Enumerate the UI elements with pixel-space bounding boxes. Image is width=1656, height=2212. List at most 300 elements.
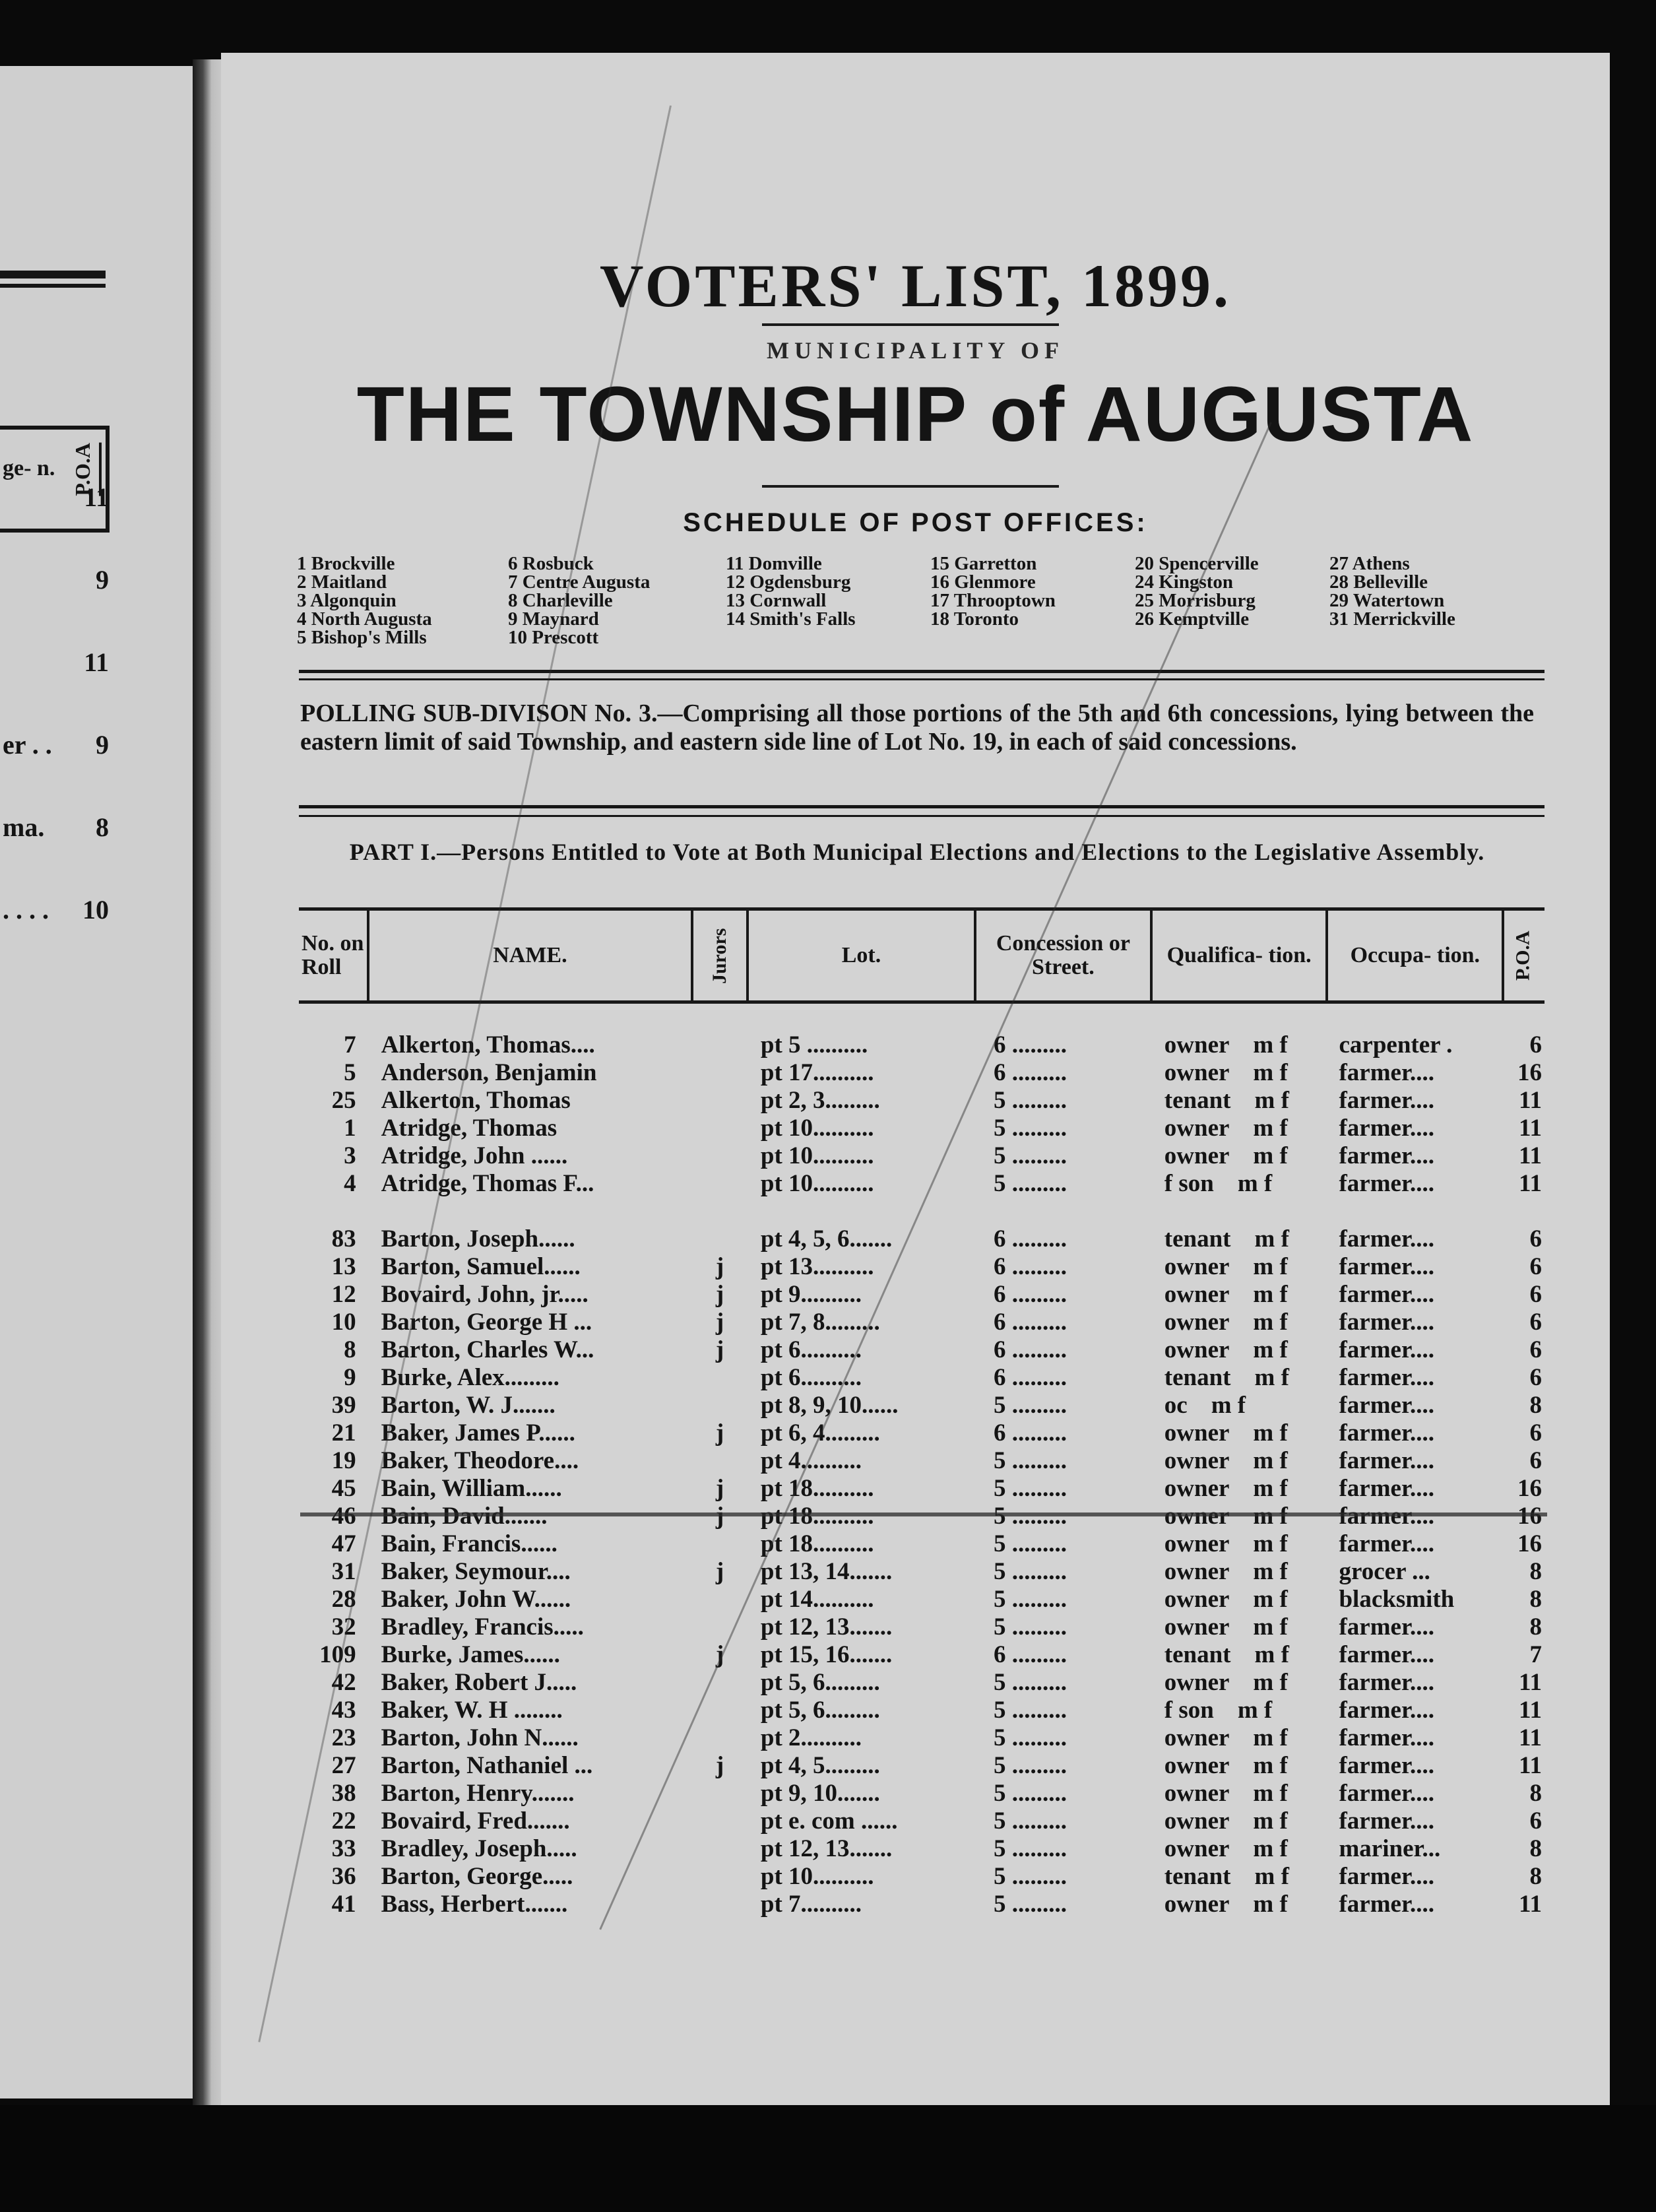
concession-cell: 5 ......... [994,1170,1067,1197]
voter-name: Alkerton, Thomas [381,1087,571,1114]
concession-cell: 5 ......... [994,1447,1067,1474]
concession-cell: 6 ......... [994,1641,1067,1668]
lot-cell: pt 18.......... [760,1475,874,1502]
qualification-code: m f [1253,1031,1288,1058]
occupation-cell: mariner... [1339,1835,1441,1862]
qualification-cell [1151,1225,1327,1253]
prev-header-poa: P.O.A [71,443,102,496]
poa-cell: 11 [1519,1724,1542,1751]
poa-cell: 8 [1529,1586,1542,1613]
juror-mark [692,1087,748,1115]
roll-number: 43 [331,1697,356,1724]
occupation-cell: farmer.... [1339,1225,1434,1252]
qualification-type: owner [1164,1447,1230,1474]
voter-name: Baker, John W...... [381,1586,571,1613]
table-row [299,1724,1545,1752]
roll-number: 3 [344,1142,356,1169]
table-row [299,1087,1545,1115]
concession-cell: 5 ......... [994,1780,1067,1807]
lot-cell: pt 2, 3......... [760,1087,880,1114]
qualification-cell [1151,1309,1327,1336]
header-lot: Lot. [748,909,975,1002]
lot-cell: pt 10.......... [760,1142,874,1169]
occupation-cell: farmer.... [1339,1419,1434,1447]
roll-number: 32 [331,1613,356,1641]
voter-name: Barton, W. J....... [381,1392,556,1419]
roll-number: 4 [344,1170,356,1197]
concession-cell: 5 ......... [994,1392,1067,1419]
roll-number: 41 [331,1891,356,1918]
voter-name: Baker, Seymour.... [381,1558,571,1585]
qualification-type: owner [1164,1807,1230,1835]
roll-number: 10 [331,1309,356,1336]
occupation-cell: farmer.... [1339,1697,1434,1724]
roll-number: 19 [331,1447,356,1474]
post-office-entry: 4 North Augusta [297,608,432,630]
post-office-entry: 27 Athens [1329,553,1410,574]
juror-mark [692,1780,748,1807]
post-office-entry: 25 Morrisburg [1135,590,1256,611]
post-office-entry: 16 Glenmore [930,571,1036,593]
part-heading: PART I.—Persons Entitled to Vote at Both Municipal Elections and Elections to the Legislative Assembly. [349,839,1485,865]
qualification-type: owner [1164,1059,1230,1086]
qualification-cell [1151,1336,1327,1364]
concession-cell: 6 ......... [994,1281,1067,1308]
qualification-cell [1151,1891,1327,1918]
post-office-entry: 26 Kemptville [1135,608,1250,630]
qualification-cell [1151,1115,1327,1142]
post-office-entry: 2 Maitland [297,571,387,593]
roll-number: 22 [331,1807,356,1835]
juror-mark [692,1586,748,1613]
qualification-code: m f [1237,1170,1273,1197]
occupation-cell: farmer.... [1339,1780,1434,1807]
juror-mark: j [715,1281,724,1308]
poa-cell: 11 [1519,1170,1542,1197]
roll-number: 21 [331,1419,356,1447]
concession-cell: 5 ......... [994,1724,1067,1751]
header-qualification: Qualifica- tion. [1151,909,1327,1002]
qualification-cell [1151,1641,1327,1669]
qualification-cell [1151,1087,1327,1115]
roll-number: 33 [331,1835,356,1862]
poa-cell: 6 [1529,1225,1542,1252]
qualification-cell [1151,1170,1327,1198]
voter-name: Bradley, Francis..... [381,1613,584,1641]
table-row [299,1558,1545,1586]
occupation-cell: farmer.... [1339,1281,1434,1308]
qualification-type: owner [1164,1253,1230,1280]
page-title: VOTERS' LIST, 1899. [600,252,1231,319]
qualification-type: oc [1164,1392,1188,1419]
occupation-cell: grocer ... [1339,1558,1430,1585]
poa-cell: 11 [1519,1891,1542,1918]
qualification-cell [1151,1752,1327,1780]
juror-mark [692,1447,748,1475]
juror-mark: j [715,1336,724,1363]
voter-name: Atridge, John ...... [381,1142,568,1169]
qualification-type: owner [1164,1724,1230,1751]
table-row [299,1309,1545,1336]
lot-cell: pt 13.......... [760,1253,874,1280]
lot-cell: pt 12, 13....... [760,1613,893,1641]
roll-number: 36 [331,1863,356,1890]
poa-cell: 8 [1529,1835,1542,1862]
table-row [299,1253,1545,1281]
occupation-cell: farmer.... [1339,1142,1434,1169]
qualification-cell [1151,1419,1327,1447]
concession-cell: 5 ......... [994,1863,1067,1890]
voter-name: Baker, James P...... [381,1419,575,1447]
qualification-type: owner [1164,1530,1230,1557]
juror-mark [692,1142,748,1170]
roll-number: 109 [319,1641,356,1668]
roll-number: 1 [344,1115,356,1142]
juror-mark [692,1807,748,1835]
poa-cell: 6 [1529,1281,1542,1308]
poa-cell: 11 [1519,1752,1542,1779]
header-roll: No. on Roll [299,909,368,1002]
concession-cell: 6 ......... [994,1031,1067,1058]
roll-number: 31 [331,1558,356,1585]
qualification-code: m f [1253,1891,1288,1918]
qualification-type: tenant [1164,1364,1231,1391]
section-rule [299,815,1545,817]
post-office-entry: 1 Brockville [297,553,395,574]
qualification-cell [1151,1031,1327,1059]
concession-cell: 5 ......... [994,1613,1067,1641]
voter-name: Bovaird, John, jr..... [381,1281,589,1308]
voter-name: Barton, George..... [381,1863,573,1890]
table-row [299,1281,1545,1309]
occupation-cell: farmer.... [1339,1475,1434,1502]
post-office-entry: 11 Domville [726,553,822,574]
poa-cell: 6 [1529,1031,1542,1058]
concession-cell: 5 ......... [994,1835,1067,1862]
lot-cell: pt 10.......... [760,1170,874,1197]
qualification-type: f son [1164,1697,1214,1724]
qualification-code: m f [1253,1309,1288,1336]
qualification-cell [1151,1835,1327,1863]
concession-cell: 5 ......... [994,1530,1067,1557]
qualification-code: m f [1253,1419,1288,1447]
post-office-entry: 12 Ogdensburg [726,571,851,593]
occupation-cell [1327,1503,1503,1530]
header-jurors: Jurors [692,909,748,1002]
qualification-code: m f [1253,1780,1288,1807]
occupation-cell: farmer.... [1339,1364,1434,1391]
concession-cell: 6 ......... [994,1309,1067,1336]
occupation-cell: farmer.... [1339,1724,1434,1751]
lot-cell: pt 4.......... [760,1447,862,1474]
occupation-cell: blacksmith [1339,1586,1455,1613]
table-row [299,1142,1545,1170]
qualification-code: m f [1253,1336,1288,1363]
qualification-code: m f [1254,1641,1289,1668]
prev-header-fragment: ge- n. [3,456,55,480]
voter-name [368,1503,693,1530]
qualification-type: tenant [1164,1863,1231,1890]
scan-border [0,2105,1656,2212]
poa-cell: 11 [1519,1115,1542,1142]
juror-mark [692,1392,748,1419]
lot-cell: pt 18.......... [760,1530,874,1557]
qualification-type: owner [1164,1613,1230,1641]
poa-cell: 6 [1529,1807,1542,1835]
poa-cell: 7 [1529,1641,1542,1668]
qualification-code: m f [1253,1115,1288,1142]
occupation-cell: farmer.... [1339,1530,1434,1557]
occupation-cell: farmer.... [1339,1336,1434,1363]
qualification-type: owner [1164,1142,1230,1169]
section-rule [299,670,1545,673]
voter-name: Alkerton, Thomas.... [381,1031,595,1058]
juror-mark: j [715,1641,724,1668]
juror-mark: j [715,1475,724,1502]
header-name: NAME. [368,909,693,1002]
lot-cell: pt 14.......... [760,1586,874,1613]
voter-name: Barton, George H ... [381,1309,592,1336]
concession-cell: 6 ......... [994,1336,1067,1363]
voter-name: Burke, Alex......... [381,1364,559,1391]
qualification-code: m f [1254,1087,1289,1114]
qualification-code: m f [1237,1697,1273,1724]
voter-name: Bain, Francis...... [381,1530,557,1557]
lot-cell: pt 9.......... [760,1281,862,1308]
voter-name: Anderson, Benjamin [381,1059,597,1086]
concession-cell [975,1503,1151,1530]
occupation-cell: carpenter . [1339,1031,1453,1058]
qualification-code: m f [1253,1475,1288,1502]
lot-cell: pt 7, 8......... [760,1309,880,1336]
qualification-code [1253,1503,1287,1530]
post-office-entry: 17 Throoptown [930,590,1056,611]
qualification-code: m f [1253,1752,1288,1779]
poa-cell: 16 [1517,1475,1542,1502]
occupation-cell: farmer.... [1339,1170,1434,1197]
qualification-cell [1151,1863,1327,1891]
prev-page-table-header [0,426,110,533]
lot-cell: pt 10.......... [760,1115,874,1142]
header-poa: P.O.A [1503,909,1545,1002]
occupation-cell: farmer.... [1339,1641,1434,1668]
occupation-cell: farmer.... [1339,1115,1434,1142]
qualification-cell [1151,1142,1327,1170]
occupation-cell: farmer.... [1339,1613,1434,1641]
occupation-cell: farmer.... [1339,1059,1434,1086]
poa-cell: 6 [1529,1253,1542,1280]
qualification-type: owner [1164,1586,1230,1613]
lot-cell: pt 7.......... [760,1891,862,1918]
qualification-code: m f [1253,1253,1288,1280]
qualification-type: owner [1164,1115,1230,1142]
poa-cell: 8 [1529,1392,1542,1419]
juror-mark: j [715,1253,724,1280]
post-office-entry: 29 Watertown [1329,590,1445,611]
roll-number: 38 [331,1780,356,1807]
poa-cell: 8 [1529,1780,1542,1807]
qualification-type: tenant [1164,1641,1231,1668]
table-row [299,1835,1545,1863]
post-office-entry: 20 Spencerville [1135,553,1259,574]
voters-table [299,907,1545,1918]
poa-cell: 11 [1519,1697,1542,1724]
poa-cell [1503,1503,1545,1530]
table-row [299,1031,1545,1059]
qualification-cell [1151,1059,1327,1087]
voter-name: Baker, Robert J..... [381,1669,577,1696]
lot-cell: pt 4, 5......... [760,1752,880,1779]
qualification-code: m f [1253,1059,1288,1086]
qualification-code: m f [1253,1281,1288,1308]
post-office-entry: 28 Belleville [1329,571,1428,593]
juror-mark [692,1225,748,1253]
lot-cell: pt 9, 10....... [760,1780,880,1807]
voter-name: Burke, James...... [381,1641,560,1668]
voter-name: Atridge, Thomas F... [381,1170,594,1197]
poa-cell: 6 [1529,1364,1542,1391]
lot-cell: pt 10.......... [760,1863,874,1890]
section-rule [299,805,1545,808]
qualification-code: m f [1253,1586,1288,1613]
poa-cell: 16 [1517,1059,1542,1086]
post-office-entry: 5 Bishop's Mills [297,627,427,648]
qualification-cell [1151,1475,1327,1503]
concession-cell: 6 ......... [994,1364,1067,1391]
qualification-type: owner [1164,1475,1230,1502]
roll-number: 45 [331,1475,356,1502]
table-row [299,1170,1545,1198]
qualification-cell [1151,1807,1327,1835]
table-row [299,1780,1545,1807]
post-office-entry: 9 Maynard [508,608,599,630]
table-row [299,1419,1545,1447]
qualification-cell [1151,1447,1327,1475]
voter-name: Atridge, Thomas [381,1115,557,1142]
lot-cell: pt e. com ...... [760,1807,898,1835]
juror-mark [692,1364,748,1392]
concession-cell: 5 ......... [994,1891,1067,1918]
qualification-type: tenant [1164,1225,1231,1252]
voter-name: Barton, Samuel...... [381,1253,581,1280]
qualification-type: owner [1164,1752,1230,1779]
table-row [299,1669,1545,1697]
concession-cell: 5 ......... [994,1115,1067,1142]
qualification-type: owner [1164,1835,1230,1862]
township-heading: THE TOWNSHIP of AUGUSTA [356,371,1475,458]
post-office-entry: 7 Centre Augusta [508,571,651,593]
post-office-column [726,554,856,628]
poa-cell: 11 [1519,1142,1542,1169]
qualification-cell [1151,1780,1327,1807]
post-office-entry: 10 Prescott [508,627,599,648]
lot-cell: pt 6.......... [760,1364,862,1391]
concession-cell: 5 ......... [994,1807,1067,1835]
post-office-entry: 31 Merrickville [1329,608,1455,630]
roll-number: 42 [331,1669,356,1696]
table-row [299,1641,1545,1669]
qualification-type: owner [1164,1891,1230,1918]
juror-mark [692,1669,748,1697]
qualification-code: m f [1253,1142,1288,1169]
lot-cell: pt 8, 9, 10...... [760,1392,899,1419]
voter-name: Barton, Charles W... [381,1336,594,1363]
roll-number: 27 [331,1752,356,1779]
poa-cell: 6 [1529,1336,1542,1363]
qualification-code: m f [1253,1724,1288,1751]
concession-cell: 5 ......... [994,1586,1067,1613]
juror-mark: j [715,1309,724,1336]
poa-cell: 8 [1529,1863,1542,1890]
table-row [299,1059,1545,1087]
table-row [299,1336,1545,1364]
poa-cell: 6 [1529,1419,1542,1447]
qualification-cell [1151,1697,1327,1724]
concession-cell: 6 ......... [994,1419,1067,1447]
juror-mark: j [715,1752,724,1779]
post-office-column [297,554,432,647]
poa-cell: 6 [1529,1447,1542,1474]
subdivision-description: POLLING SUB-DIVISON No. 3.—Comprising all those portions of the 5th and 6th concessions, lying between the eastern limit of said Township, and eastern side line of Lot No. 19, in each of said concessions. [300,699,1534,756]
qualification-code: m f [1211,1392,1246,1419]
prev-page-rule [0,271,106,278]
voter-name: Bradley, Joseph..... [381,1835,577,1862]
table-row [299,1530,1545,1558]
juror-mark [692,1835,748,1863]
post-office-entry: 3 Algonquin [297,590,397,611]
poa-cell: 11 [1519,1669,1542,1696]
concession-cell: 5 ......... [994,1475,1067,1502]
voter-name: Baker, W. H ........ [381,1697,563,1724]
table-row [299,1613,1545,1641]
post-office-entry: 15 Garretton [930,553,1037,574]
roll-number: 25 [331,1087,356,1114]
schedule-heading: SCHEDULE OF POST OFFICES: [683,508,1148,537]
header-concession: Concession or Street. [975,909,1151,1002]
voter-name: Barton, Henry....... [381,1780,575,1807]
lot-cell [748,1503,975,1530]
table-row [299,1697,1545,1724]
occupation-cell: farmer.... [1339,1447,1434,1474]
qualification-cell [1151,1586,1327,1613]
roll-number: 7 [344,1031,356,1058]
juror-mark [692,1863,748,1891]
concession-cell: 5 ......... [994,1697,1067,1724]
roll-number: 12 [331,1281,356,1308]
juror-mark [692,1891,748,1918]
table-row [299,1807,1545,1835]
table-row [299,1392,1545,1419]
juror-mark [692,1530,748,1558]
table-row [299,1752,1545,1780]
voter-name: Barton, Joseph...... [381,1225,575,1252]
table-row [299,1447,1545,1475]
qualification-type: owner [1164,1558,1230,1585]
juror-mark [692,1031,748,1059]
qualification-code: m f [1253,1558,1288,1585]
occupation-cell: farmer.... [1339,1891,1434,1918]
concession-cell: 5 ......... [994,1087,1067,1114]
qualification-cell [1151,1669,1327,1697]
title-rule [762,323,1059,326]
voters-list-page [221,53,1610,2105]
qualification-type: owner [1164,1780,1230,1807]
occupation-cell: farmer.... [1339,1863,1434,1890]
lot-cell: pt 17.......... [760,1059,874,1086]
voter-name: Bovaird, Fred....... [381,1807,570,1835]
roll-number: 39 [331,1392,356,1419]
roll-number: 5 [344,1059,356,1086]
